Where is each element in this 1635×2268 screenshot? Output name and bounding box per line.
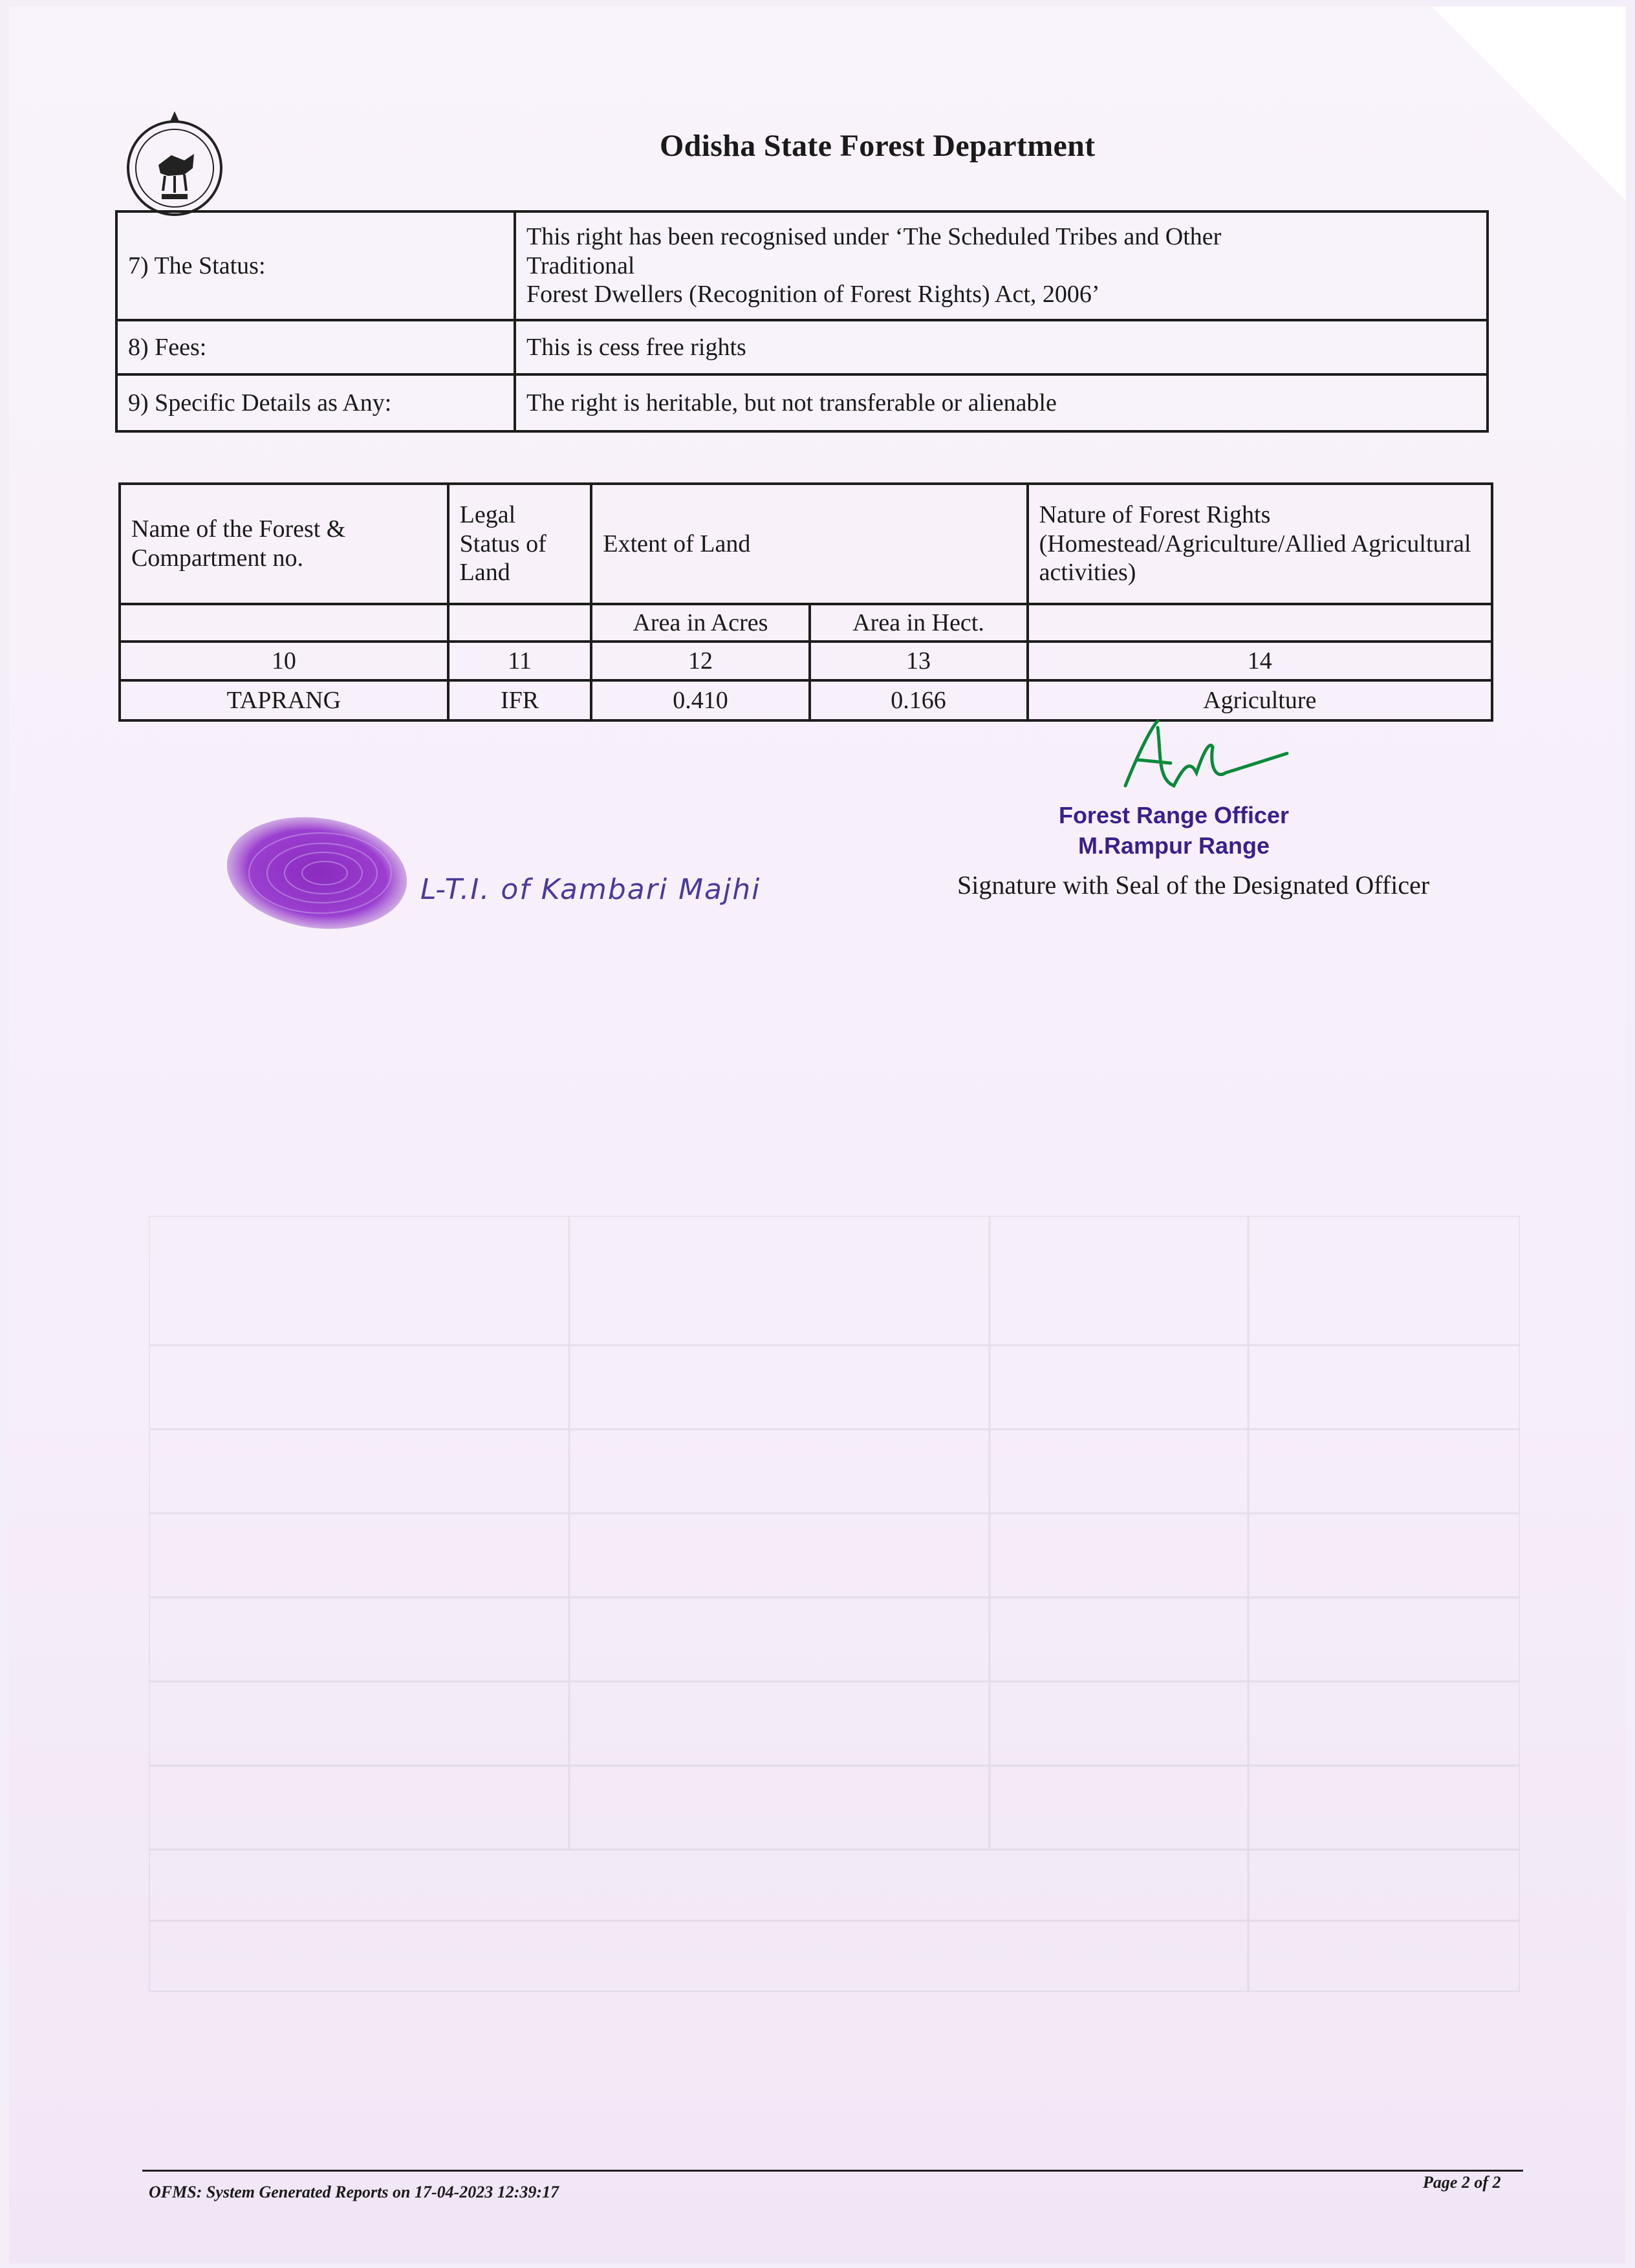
status-line-2: Traditional	[526, 252, 635, 279]
table-row	[116, 374, 1488, 431]
header-area-acres: Area in Acres	[591, 604, 809, 642]
thumb-impression-label: L-T.I. of Kambari Majhi	[420, 873, 761, 906]
table-row	[116, 211, 1488, 320]
page-title: Odisha State Forest Department	[660, 129, 1096, 163]
forest-name-value: TAPRANG	[120, 680, 448, 720]
show-through-table	[149, 1216, 1520, 1992]
col-number: 13	[810, 642, 1028, 680]
fees-value: This is cess free rights	[515, 320, 1488, 374]
column-number-row	[120, 642, 1492, 680]
table-header-row	[120, 484, 1492, 604]
table-row	[116, 320, 1488, 374]
specific-details-label: 9) Specific Details as Any:	[116, 374, 515, 431]
nature-value: Agriculture	[1028, 680, 1492, 720]
empty-cell	[448, 604, 592, 642]
status-value	[515, 211, 1488, 320]
officer-seal-stamp	[1038, 801, 1310, 861]
footer-page-number: Page 2 of 2	[1423, 2173, 1501, 2192]
status-line-1: This right has been recognised under ‘The Scheduled Tribes and Other	[526, 222, 1222, 250]
folded-corner	[1432, 6, 1626, 200]
legal-status-value: IFR	[448, 680, 592, 720]
land-table	[118, 482, 1493, 722]
footer-divider	[142, 2170, 1523, 2172]
empty-cell	[1028, 604, 1492, 642]
header-area-hect: Area in Hect.	[810, 604, 1028, 642]
header-extent: Extent of Land	[591, 484, 1027, 604]
stamp-line-1: Forest Range Officer	[1058, 802, 1290, 828]
odisha-state-emblem-icon	[123, 103, 226, 220]
col-number: 11	[448, 642, 592, 680]
thumb-impression	[207, 802, 414, 931]
status-line-3: Forest Dwellers (Recognition of Forest Rights) Act, 2006’	[526, 281, 1100, 308]
officer-signature	[1112, 715, 1294, 812]
status-label: 7) The Status:	[116, 211, 515, 320]
fees-label: 8) Fees:	[116, 320, 515, 374]
header-forest-name: Name of the Forest & Compartment no.	[120, 484, 448, 604]
header-legal-status: Legal Status of Land	[448, 484, 592, 604]
stamp-line-2: M.Rampur Range	[1077, 832, 1270, 859]
col-number: 12	[591, 642, 809, 680]
area-hect-value: 0.166	[810, 680, 1028, 720]
area-acres-value: 0.410	[591, 680, 809, 720]
status-table	[115, 210, 1489, 433]
table-subheader-row	[120, 604, 1492, 642]
specific-details-value: The right is heritable, but not transferable or alienable	[515, 374, 1488, 431]
col-number: 10	[120, 642, 448, 680]
footer-generated-text: OFMS: System Generated Reports on 17-04-2023 12:39:17	[149, 2183, 559, 2201]
header-nature: Nature of Forest Rights (Homestead/Agriculture/Allied Agricultural activities)	[1028, 484, 1492, 604]
col-number: 14	[1028, 642, 1492, 680]
empty-cell	[120, 604, 448, 642]
signature-caption: Signature with Seal of the Designated Officer	[957, 870, 1430, 900]
